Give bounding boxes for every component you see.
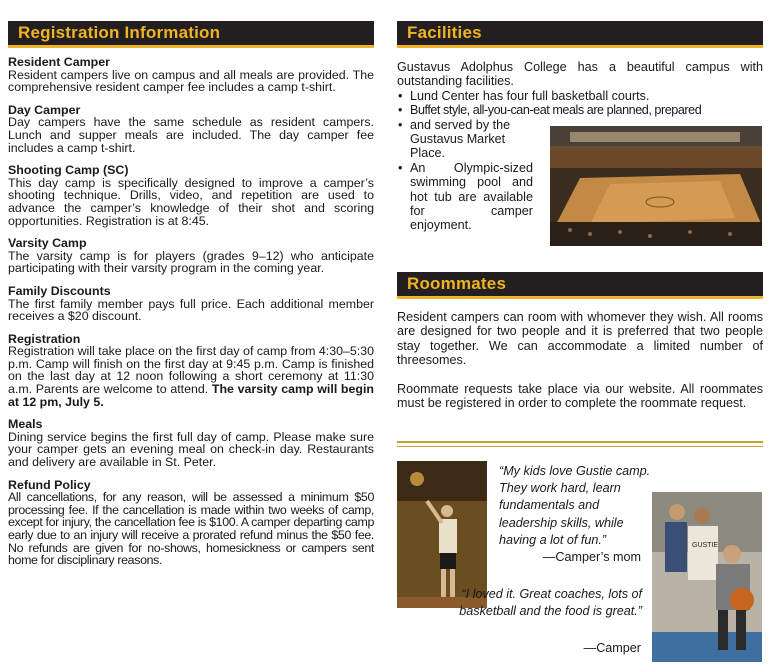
section-body: All cancellations, for any reason, will be assessed a minimum $50 processing fee. If the cancellation is made within two weeks of camp, except for injury, the cancellation fee is $100. A camper departing camp early due to an injury will receive a prorated refund minus the $50 fee. No refunds are given for no-shows, homesickness or campers sent home for disciplinary reasons.	[8, 490, 374, 568]
divider-top	[397, 441, 763, 443]
roommates-banner	[397, 272, 763, 296]
section-meals	[8, 418, 374, 468]
section-shooting-camp	[8, 164, 374, 227]
section-heading: Day Camper	[8, 102, 81, 117]
facilities-banner-title: Facilities	[407, 23, 482, 42]
section-body: Day campers have the same schedule as resident campers. Lunch and supper meals are included. The day camper fee includes a camp t-shirt.	[8, 115, 374, 155]
arena-photo	[550, 126, 762, 246]
section-family-discounts	[8, 285, 374, 323]
quote-camper-attribution: —Camper	[583, 641, 641, 655]
section-heading: Varsity Camp	[8, 236, 87, 251]
section-day-camper	[8, 104, 374, 154]
quote-camper	[420, 586, 642, 620]
facility-item-cont: • and served by the Gustavus Market Place.	[397, 118, 535, 161]
section-body	[8, 345, 374, 408]
jersey-text: GUSTIE	[692, 542, 719, 549]
registration-column	[8, 0, 374, 567]
quote-parent-attribution: —Camper’s mom	[542, 550, 641, 564]
roommates-column	[397, 251, 763, 410]
section-resident-camper	[8, 56, 374, 94]
section-refund-policy	[8, 479, 374, 567]
quote-camper-text: “I loved it. Great coaches, lots of basketball and the food is great.”	[459, 587, 642, 619]
facilities-intro: Gustavus Adolphus College has a beautiful campus with outstanding facilities.	[397, 60, 763, 89]
facility-item: • An Olympic-sized swimming pool and hot tub are available for camper enjoyment.	[397, 161, 533, 233]
section-body: The varsity camp is for players (grades 9–12) who anticipate participating with their varsity program in the coming year.	[8, 248, 374, 276]
section-heading: Refund Policy	[8, 477, 91, 492]
varsity-start-note: The varsity camp will begin at 12 pm, July 5.	[8, 382, 374, 409]
roommates-banner-title: Roommates	[407, 274, 507, 293]
registration-banner-title: Registration Information	[18, 23, 221, 42]
section-varsity-camp	[8, 237, 374, 275]
section-heading: Family Discounts	[8, 283, 111, 298]
section-heading: Shooting Camp (SC)	[8, 163, 129, 178]
section-body: Resident campers live on campus and all meals are provided. The comprehensive resident camper fee includes a camp t-shirt.	[8, 67, 374, 95]
facilities-banner	[397, 21, 763, 45]
section-body: This day camp is specifically designed to improve a camper’s shooting technique. Drills, video, and repetition are used to advance the camper’s knowledge of their shot and scoring opportunities. Registration is at 8:45.	[8, 175, 374, 228]
section-body: Dining service begins the first full day of camp. Please make sure your camper gets an evening meal on check-in day. Restaurants and delivery are available in St. Peter.	[8, 429, 374, 470]
facility-item: • Lund Center has four full basketball courts.	[397, 89, 763, 103]
section-heading: Resident Camper	[8, 55, 110, 69]
roommates-paragraph-1: Resident campers can room with whomever they wish. All rooms are designed for two people and it is preferred that two people stay together. We can accommodate a limited number of threesomes.	[397, 310, 763, 368]
registration-banner	[8, 21, 374, 45]
roommates-paragraph-2: Roommate requests take place via our website. All roommates must be registered in order to complete the roommate request.	[397, 381, 763, 411]
facility-item: • Buffet style, all-you-can-eat meals are planned, prepared	[397, 103, 763, 117]
registration-body-text: Registration will take place on the first day of camp from 4:30–5:30 p.m. Camp will finish on the first day at 9:45 p.m. Camp is finished on the last day at 12 noon following a short ceremony at 11:30 a.m. Parents are welcome to attend.	[8, 344, 374, 397]
campers-photo	[652, 492, 762, 662]
divider-bottom	[397, 446, 763, 447]
section-heading: Meals	[8, 417, 43, 432]
quote-parent: “My kids love Gustie camp. They work hard, learn fundamentals and leadership skills, while having a lot of fun.”	[499, 464, 651, 547]
section-heading: Registration	[8, 331, 81, 346]
section-body: The first family member pays full price. Each additional member receives a $20 discount.	[8, 296, 374, 324]
section-registration	[8, 333, 374, 409]
